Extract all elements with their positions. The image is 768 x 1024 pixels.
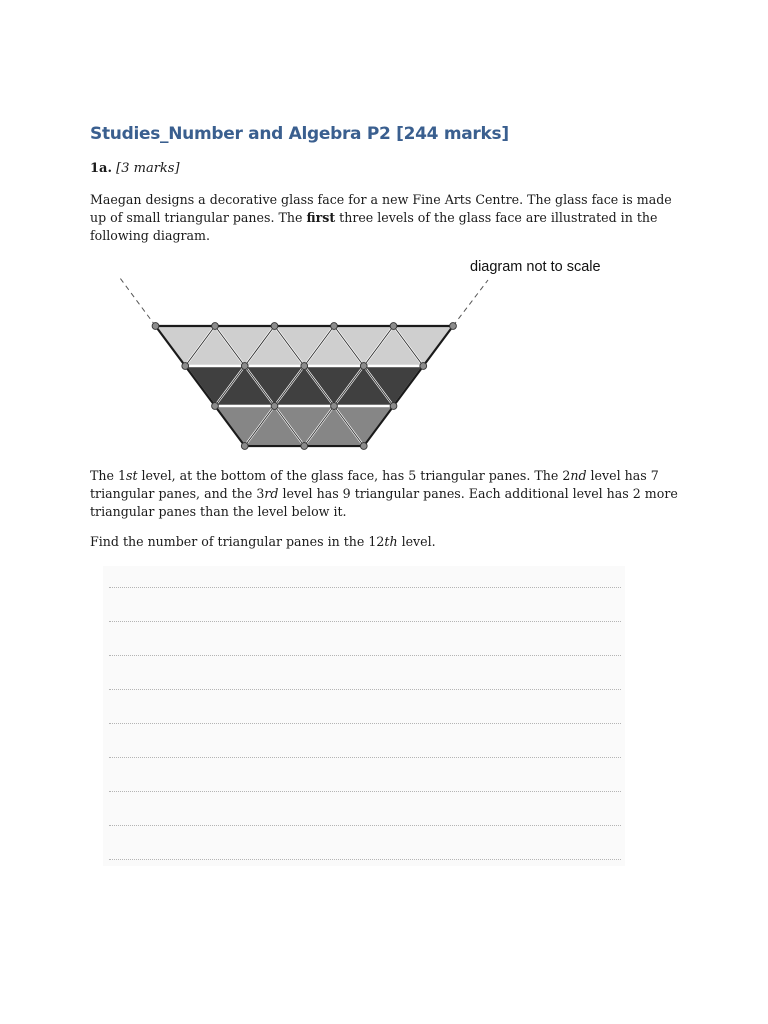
prompt-line (90, 533, 690, 551)
levels-description (90, 467, 690, 521)
intro-line-3: following diagram. (90, 228, 210, 243)
answer-line[interactable] (109, 723, 621, 724)
text: level, at the bottom of the glass face, has (137, 468, 409, 483)
answer-line[interactable] (109, 689, 621, 690)
question-marks: [3 marks] (116, 161, 180, 176)
frame-node (390, 323, 397, 330)
math-suffix: nd (570, 468, 587, 483)
math-number: 5 (408, 468, 417, 483)
extension-dashed-lines (120, 278, 488, 326)
frame-node (212, 403, 219, 410)
math-suffix: rd (264, 486, 279, 501)
math-number: 3 (256, 486, 265, 501)
frame-node (182, 363, 189, 370)
page-title: Studies_Number and Algebra P2 [244 marks] (90, 124, 509, 144)
frame-node (212, 323, 219, 330)
math-suffix: st (125, 468, 138, 483)
intro-line-1: Maegan designs a decorative glass face for a new Fine Arts Centre. The glass face is made (90, 192, 672, 207)
question-number: 1a. (90, 161, 112, 176)
levels-line-1 (90, 467, 690, 485)
question-header (90, 161, 180, 176)
text: level. (397, 534, 436, 549)
answer-line[interactable] (109, 825, 621, 826)
answer-line[interactable] (109, 655, 621, 656)
answer-line[interactable] (109, 791, 621, 792)
math-number: 9 (342, 486, 351, 501)
diagram-note: diagram not to scale (470, 259, 601, 275)
math-ordinal (256, 486, 278, 501)
answer-area[interactable] (103, 566, 625, 866)
frame-node (301, 363, 308, 370)
text: more (640, 486, 678, 501)
question-intro (90, 191, 690, 245)
math-suffix: th (384, 534, 398, 549)
text: level has (278, 486, 343, 501)
frame-node (331, 323, 338, 330)
frame-node (152, 323, 159, 330)
dashed-extension-right (453, 280, 488, 326)
text: triangular panes, and the (90, 486, 257, 501)
text: triangular panes. The (416, 468, 563, 483)
math-number: 2 (562, 468, 571, 483)
levels-line-3: triangular panes than the level below it. (90, 504, 347, 519)
intro-bold-word: first (306, 210, 336, 225)
frame-node (241, 443, 248, 450)
frame-node (271, 403, 278, 410)
frame-node (271, 323, 278, 330)
answer-line[interactable] (109, 587, 621, 588)
answer-line[interactable] (109, 757, 621, 758)
text: Find the number of triangular panes in the (90, 534, 369, 549)
glass-face-diagram (110, 252, 630, 457)
frame-node (450, 323, 457, 330)
text: triangular panes. Each additional level has (350, 486, 633, 501)
frame-node (331, 403, 338, 410)
math-number: 12 (368, 534, 385, 549)
question-prompt (90, 533, 690, 551)
frame-node (301, 443, 308, 450)
levels-line-2 (90, 485, 690, 503)
answer-line[interactable] (109, 621, 621, 622)
math-ordinal (368, 534, 397, 549)
math-number: 2 (632, 486, 641, 501)
dashed-extension-left (120, 278, 156, 326)
frame-node (360, 363, 367, 370)
math-ordinal (562, 468, 586, 483)
math-number: 1 (117, 468, 126, 483)
frame-node (390, 403, 397, 410)
text: The (90, 468, 118, 483)
frame-node (241, 363, 248, 370)
math-number: 7 (650, 468, 659, 483)
math-ordinal (118, 468, 138, 483)
intro-text: three levels of the glass face are illustrated in the (335, 210, 658, 225)
intro-line-2 (90, 209, 690, 227)
intro-text: up of small triangular panes. The (90, 210, 307, 225)
text: level has (586, 468, 651, 483)
answer-line[interactable] (109, 859, 621, 860)
frame-node (420, 363, 427, 370)
frame-node (360, 443, 367, 450)
